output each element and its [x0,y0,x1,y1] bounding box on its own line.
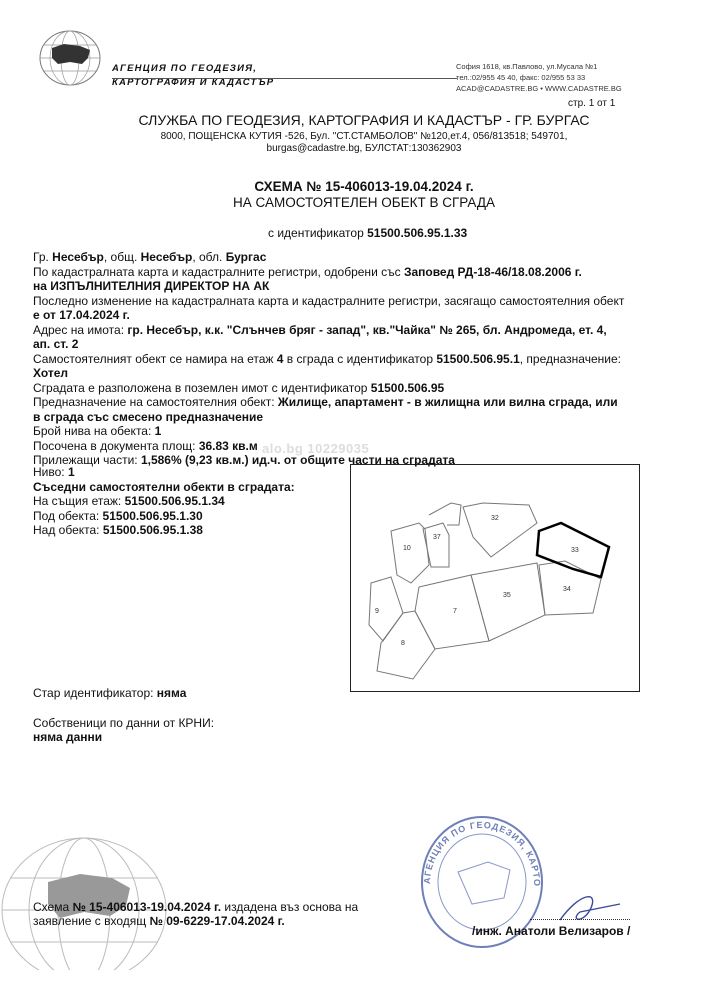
owners-value: няма данни [33,730,103,744]
footer-application-no: № 09-6229-17.04.2024 г. [149,914,285,928]
town: Несебър [52,250,104,264]
plan-label-34: 34 [563,586,571,593]
same-floor-line [33,494,333,509]
agency-name-line1: АГЕНЦИЯ ПО ГЕОДЕЗИЯ, [112,63,258,74]
agency-contacts [456,61,622,94]
agency-phone: тел.:02/955 45 40, факс: 02/955 53 33 [456,73,586,82]
floor-plan [350,464,640,692]
globe-watermark [0,820,190,975]
purpose-line [33,395,633,410]
plan-label-33: 33 [571,547,579,554]
footer-line1 [33,900,358,915]
signer-name: /инж. Анатоли Велизаров / [472,924,631,938]
neighbors-title: Съседни самостоятелни обекти в сградата: [33,479,295,494]
agency-globe-logo [36,28,108,93]
building-purpose: Хотел [33,366,69,380]
agency-address: София 1618, кв.Павлово, ул.Мусала №1 [456,62,598,71]
below-value: 51500.506.95.1.30 [102,508,203,523]
txt: Прилежащи части: [33,453,141,467]
txt: Ниво: [33,465,68,479]
txt: Стар идентификатор: [33,686,157,700]
levels-line [33,424,633,439]
wall-left [429,503,461,525]
municipality: Несебър [140,250,193,264]
address-value: гр. Несебър, к.к. "Слънчев бряг - запад", кв."Чайка" № 265, бл. Андромеда, ет. 4, [127,322,607,337]
txt: По кадастралната карта и кадастралните регистри, одобрени със [33,264,404,279]
txt: Над обекта: [33,523,103,537]
txt: Брой нива на обекта: [33,424,155,438]
txt: , обл. [192,250,226,264]
svg-text:АГЕНЦИЯ ПО ГЕОДЕЗИЯ, КАРТОГРАФ [418,812,542,887]
watermark: alo.bg 10229035 [262,441,370,456]
last-change-date: е от 17.04.2024 г. [33,308,130,322]
level-value: 1 [67,465,75,479]
above-line [33,523,333,538]
txt: Гр. [33,250,53,264]
doc-subtitle: НА САМОСТОЯТЕЛЕН ОБЕКТ В СГРАДА [233,195,495,210]
building-id: 51500.506.95.1 [436,351,520,366]
last-change-line: Последно изменение на кадастралната карта и кадастралните регистри, засягащо самостоятелния обект [33,293,625,308]
unit-35-outline [471,563,545,641]
floor-value: 4 [276,351,284,366]
footer-line2 [33,914,285,929]
header-divider [112,78,457,79]
land-id: 51500.506.95 [370,380,445,395]
txt: , предназначение: [519,351,621,366]
plan-label-10: 10 [403,545,411,552]
above-value: 51500.506.95.1.38 [102,523,203,537]
land-line [33,381,633,396]
office-address: 8000, ПОЩЕНСКА КУТИЯ -526, Бул. "СТ.СТАМБОЛОВ" №120,ет.4, 056/813518; 549701, [160,131,568,142]
identifier-label: с идентификатор [268,226,364,240]
purpose-cont: в сграда със смесено предназначение [33,409,264,424]
unit-8-outline [377,611,435,679]
plan-label-7: 7 [453,608,457,615]
order-ref: Заповед РД-18-46/18.08.2006 г. [403,264,582,279]
txt: заявление с входящ [33,914,150,928]
txt: Сградата е разположена в поземлен имот с идентификатор [33,380,371,395]
txt: Самостоятелният обект се намира на етаж [33,351,277,366]
txt: Схема [33,900,73,914]
owners-label: Собственици по данни от КРНИ: [33,716,215,730]
neighbors-block [33,465,333,538]
page-number: стр. 1 от 1 [568,98,616,109]
location-line [33,250,633,265]
agency-web: ACAD@CADASTRE.BG • WWW.CADASTRE.BG [456,84,622,93]
level-line [33,465,333,480]
approval-line [33,265,633,280]
unit-32-outline [463,503,537,557]
property-details [33,250,633,468]
stamp-text: АГЕНЦИЯ ПО ГЕОДЕЗИЯ, КАРТО [421,819,543,888]
purpose-value: Жилище, апартамент - в жилищна или вилна сграда, или [277,395,618,409]
identifier-value: 51500.506.95.1.33 [367,226,468,240]
region: Бургас [225,250,267,264]
levels-value: 1 [154,424,162,438]
apartment-line: ап. ст. 2 [33,337,79,351]
floor-line [33,352,633,367]
txt: , общ. [103,250,141,264]
plan-label-32: 32 [491,515,499,522]
plan-label-9: 9 [375,608,379,615]
shares-value: 1,586% (9,23 кв.м.) ид.ч. от общите части на сградата [140,453,455,467]
footer-scheme-no: № 15-406013-19.04.2024 г. [72,900,222,914]
plan-label-35: 35 [503,592,511,599]
txt: На същия етаж: [33,494,125,508]
txt: в сграда с идентификатор [283,351,437,366]
below-line [33,509,333,524]
txt: Посочена в документа площ: [33,438,199,453]
txt: издадена въз основа на [221,900,359,914]
unit-7-outline [415,575,489,649]
plan-label-37: 37 [433,534,441,541]
old-identifier [33,686,186,701]
office-email: burgas@cadastre.bg, БУЛСТАТ:130362903 [266,143,462,154]
plan-label-8: 8 [401,640,405,647]
area-value: 36.83 кв.м [198,438,258,453]
txt: Предназначение на самостоятелния обект: [33,395,278,409]
signature-line [530,918,630,920]
agency-name-line2: КАРТОГРАФИЯ И КАДАСТЪР [112,77,275,88]
doc-title: СХЕМА № 15-406013-19.04.2024 г. [254,179,474,194]
txt: Адрес на имота: [33,322,128,337]
old-id-value: няма [156,686,187,700]
agency-name [112,62,274,90]
address-line [33,323,633,338]
office-title: СЛУЖБА ПО ГЕОДЕЗИЯ, КАРТОГРАФИЯ И КАДАСТЪР - ГР. БУРГАС [138,112,590,128]
txt: Под обекта: [33,508,103,523]
director-line: на ИЗПЪЛНИТЕЛНИЯ ДИРЕКТОР НА АК [33,279,270,293]
doc-identifier [268,226,467,241]
same-floor-value: 51500.506.95.1.34 [124,494,225,508]
